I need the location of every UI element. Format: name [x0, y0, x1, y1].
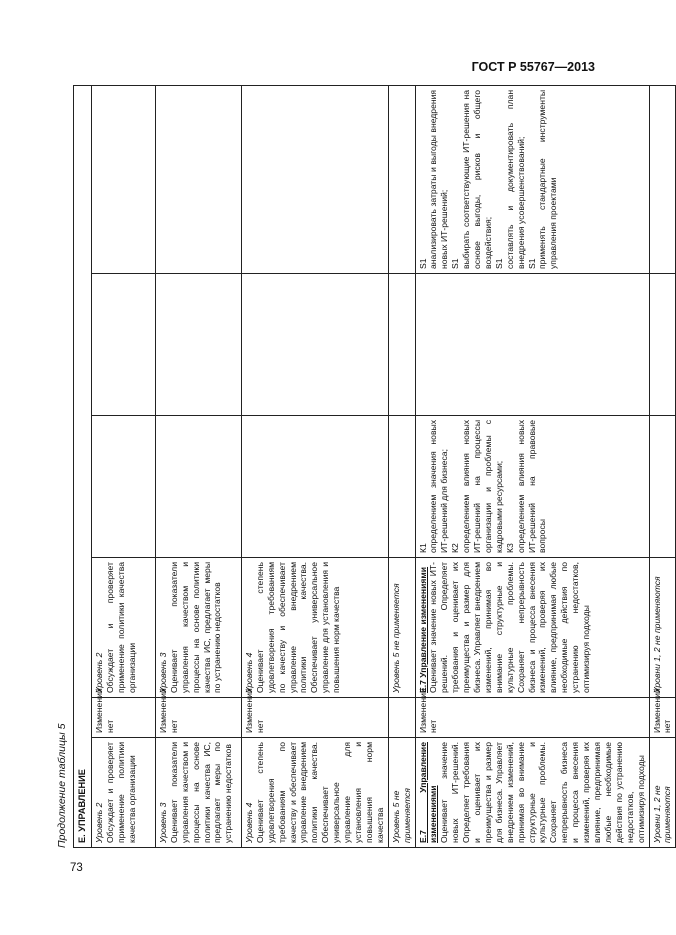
- cell: [91, 738, 155, 848]
- cell: [388, 85, 415, 273]
- cell: [415, 558, 649, 698]
- section-header-row: [74, 85, 92, 847]
- document-code: ГОСТ Р 55767—2013: [471, 60, 595, 74]
- table-row: [415, 85, 649, 847]
- table-row: [241, 85, 388, 847]
- skill-code: S1: [417, 258, 428, 269]
- cell: [241, 738, 388, 848]
- level-label: Уровень 4: [243, 802, 254, 843]
- cell: [91, 274, 155, 416]
- knowledge-text: определением влияния новых ИТ-решений на процессы организации и проблемы с кадровыми ресурсами;: [461, 420, 504, 553]
- cell: [649, 274, 676, 416]
- cell: [155, 274, 241, 416]
- knowledge-code: К2: [450, 543, 461, 553]
- cell: Уровни 1, 2 не применяются: [649, 738, 676, 848]
- level-label: Уровень 3: [157, 802, 168, 843]
- skill-code: S1: [526, 258, 537, 269]
- cell: [649, 85, 676, 273]
- skill-code: S1: [450, 258, 461, 269]
- level-text: Оценивает показатели управления качеством и процессы на основе политики качества ИС, предлагает меры по устранению недостатков: [168, 742, 234, 843]
- cell: [241, 558, 388, 698]
- skill-text: анализировать затраты и выгоды внедрения новых ИТ-решений;: [428, 89, 450, 269]
- level-label: Уровень 2: [93, 652, 104, 693]
- rotated-table-page: [55, 86, 673, 848]
- subsection-text: Оценивает значение новых ИТ-решений. Определяет требования и оценивает их преимущества и размер для бизнеса. Управляет внедрением изменений, принимая во внимание структурные и культурные проблемы. Сохраняет непрерывность бизнеса и процесса внесения изменений, проверяя их влияние, предпринимая любые необходимые действия по устранению недостатков, оптимизируя подходы: [439, 742, 646, 843]
- subsection-title: E.7 Управление изменениями: [417, 742, 439, 843]
- section-title: E. УПРАВЛЕНИЕ: [74, 85, 92, 847]
- level-text: Обсуждает и проверяет применение политики качества организации: [104, 742, 137, 843]
- skill-text: применять стандартные инструменты управления проектами: [537, 89, 559, 269]
- table-caption: Продолжение таблицы 5: [56, 723, 68, 848]
- cell: [388, 698, 415, 738]
- level-label: Уровень 3: [157, 652, 168, 693]
- cell: [91, 85, 155, 273]
- cell: [155, 558, 241, 698]
- cell: [155, 416, 241, 558]
- subsection-text: Оценивает значение новых ИТ-решений. Определяет требования и оценивает их преимущества и размер для бизнеса. Управляет внедрением изменений, принимая во внимание структурные и культурные проблемы. Сохраняет непрерывность бизнеса и процесса внесения изменений, проверяя их влияние, предпринимая любые необходимые действия по устранению недостатков, оптимизируя подходы: [428, 562, 592, 693]
- cell: [649, 416, 676, 558]
- level-label: Уровень 2: [93, 802, 104, 843]
- cell: Изменений нет: [155, 698, 241, 738]
- cell: [155, 738, 241, 848]
- skill-text: составлять и документировать план внедрения усовершенствований;: [504, 89, 526, 269]
- cell: Изменений нет: [91, 698, 155, 738]
- cell: Изменений нет: [415, 698, 649, 738]
- cell: Изменений нет: [649, 698, 676, 738]
- cell: [388, 416, 415, 558]
- cell: [241, 85, 388, 273]
- knowledge-code: К1: [417, 543, 428, 553]
- cell: [415, 85, 649, 273]
- cell: [415, 738, 649, 848]
- cell: [155, 85, 241, 273]
- skill-text: выбирать соответствующие ИТ-решения на основе выгоды, рисков и общего воздействия;: [461, 89, 493, 269]
- cell: [91, 558, 155, 698]
- subsection-title: E.7 Управление изменениями: [417, 566, 428, 693]
- level-label: Уровень 4: [243, 652, 254, 693]
- table-row: [388, 85, 415, 847]
- cell: [241, 274, 388, 416]
- cell: Уровень 5 не применяется: [388, 558, 415, 698]
- table-row: [91, 85, 155, 847]
- cell: [388, 274, 415, 416]
- cell: [241, 416, 388, 558]
- table-row: [155, 85, 241, 847]
- cell: Изменений нет: [241, 698, 388, 738]
- skill-code: S1: [493, 258, 504, 269]
- knowledge-text: определением значения новых ИТ-решений для бизнеса;: [428, 420, 450, 553]
- level-text: Оценивает показатели управления качеством и процессы на основе политики качества ИС, предлагает меры по устранению недостатков: [168, 562, 223, 693]
- cell: [415, 274, 649, 416]
- cell: Уровень 5 не применяется: [388, 738, 415, 848]
- table-row: [649, 85, 676, 847]
- knowledge-code: К3: [504, 543, 515, 553]
- knowledge-text: определением влияния новых ИТ-решений на правовые вопросы: [515, 420, 548, 553]
- level-text: Оценивает степень удовлетворения требованиям по качеству и обеспечивает управление внедрением политики качества. Обеспечивает универсальное управление для установления и повышения норм качества: [254, 742, 385, 843]
- page-number: 73: [70, 862, 83, 874]
- level-text: Оценивает степень удовлетворения требованиям по качеству и обеспечивает управление внедрением политики качества. Обеспечивает универсальное управление для установления и повышения норм качества: [254, 562, 342, 693]
- cell: Уровни 1, 2 не применяются: [649, 558, 676, 698]
- level-text: Обсуждает и проверяет применение политики качества организации: [104, 562, 137, 693]
- cell: [91, 416, 155, 558]
- cell: [415, 416, 649, 558]
- competence-table: [73, 85, 676, 848]
